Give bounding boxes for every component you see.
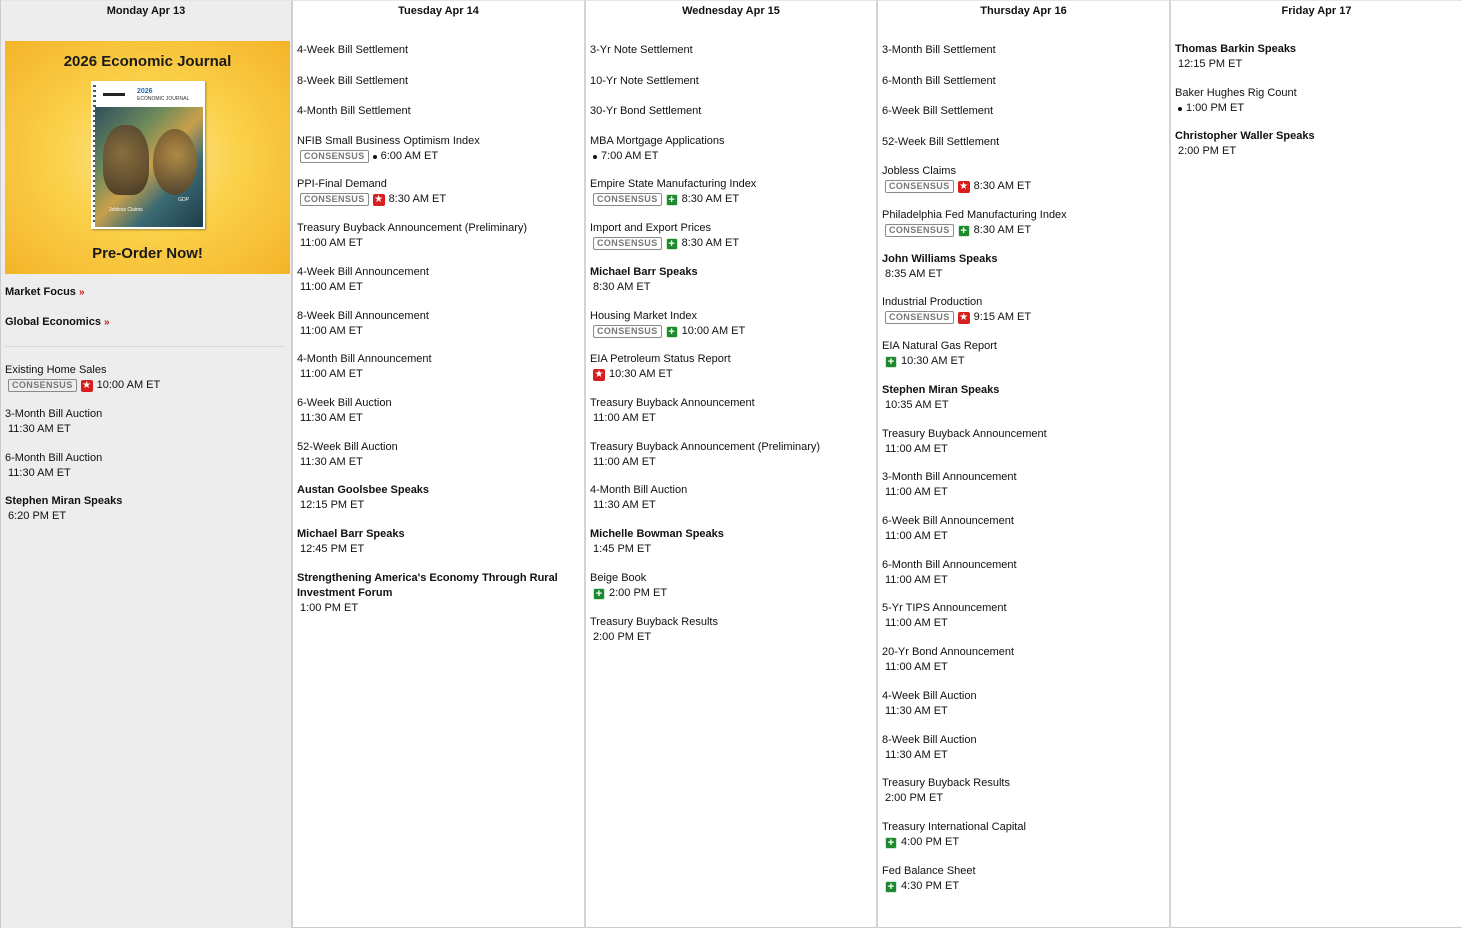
event-title[interactable]: Thomas Barkin Speaks (1175, 43, 1297, 55)
bullet-dot-icon (373, 155, 377, 159)
event-title[interactable]: Treasury Buyback Announcement (Preliminary) (297, 222, 528, 234)
event-time: 10:00 AM ET (681, 325, 746, 337)
event-meta (297, 411, 580, 426)
event-time: 11:00 AM ET (593, 412, 656, 424)
event-title[interactable]: 3-Month Bill Settlement (882, 44, 996, 56)
calendar-event[interactable] (882, 558, 1165, 588)
calendar-event[interactable] (882, 135, 1165, 150)
event-time: 2:00 PM ET (609, 587, 668, 599)
event-meta (590, 542, 872, 557)
event-title[interactable]: 3-Month Bill Announcement (882, 471, 1017, 483)
event-title[interactable]: Fed Balance Sheet (882, 865, 976, 877)
calendar-event[interactable] (882, 252, 1165, 282)
event-meta (590, 192, 872, 207)
event-time: 1:00 PM ET (1186, 102, 1245, 114)
event-time: 8:30 AM ET (593, 281, 651, 293)
calendar-event[interactable] (590, 177, 872, 207)
event-meta (590, 324, 872, 339)
red-star-icon: ★ (374, 193, 384, 205)
calendar-event[interactable] (1175, 42, 1458, 72)
event-title[interactable]: 6-Month Bill Settlement (882, 75, 996, 87)
event-time: 11:00 AM ET (885, 443, 948, 455)
red-star-icon: ★ (959, 311, 969, 323)
day-column-thursday (878, 0, 1171, 928)
event-title[interactable]: 4-Month Bill Auction (590, 484, 688, 496)
event-meta (297, 324, 580, 339)
event-time: 12:15 PM ET (300, 499, 365, 511)
event-time: 2:00 PM ET (885, 792, 944, 804)
consensus-badge[interactable]: CONSENSUS (885, 180, 954, 193)
calendar-event[interactable] (1175, 129, 1458, 159)
event-meta (590, 149, 872, 164)
calendar-event[interactable] (590, 396, 872, 426)
event-title[interactable]: Strengthening America's Economy Through Rural Investment Forum (297, 572, 558, 599)
event-meta (1175, 101, 1458, 116)
event-time: 9:15 AM ET (973, 311, 1032, 323)
green-plus-icon: + (593, 588, 605, 600)
calendar-event[interactable] (297, 440, 580, 470)
event-meta (882, 835, 1165, 850)
calendar-event[interactable] (297, 221, 580, 251)
event-title[interactable]: 52-Week Bill Settlement (882, 136, 1000, 148)
green-plus-icon: + (666, 194, 678, 206)
calendar-event[interactable] (297, 309, 580, 339)
event-meta (882, 573, 1165, 588)
event-meta (590, 498, 872, 513)
calendar-event[interactable] (882, 601, 1165, 631)
consensus-badge[interactable]: CONSENSUS (593, 237, 662, 250)
day-header: Thursday Apr 16 (980, 5, 1067, 17)
event-time: 11:00 AM ET (885, 661, 948, 673)
double-chevron-icon: » (78, 287, 85, 298)
divider (5, 346, 285, 347)
event-title[interactable]: Empire State Manufacturing Index (590, 178, 757, 190)
event-time: 8:30 AM ET (973, 180, 1032, 192)
calendar-event[interactable] (882, 689, 1165, 719)
journal-book-image (91, 81, 205, 229)
event-title[interactable]: 5-Yr TIPS Announcement (882, 602, 1007, 614)
bear-figure (153, 129, 197, 195)
event-title[interactable]: 4-Week Bill Settlement (297, 44, 409, 56)
event-title[interactable]: 6-Month Bill Auction (5, 452, 103, 464)
event-title[interactable]: 6-Week Bill Settlement (882, 105, 994, 117)
event-title[interactable]: 30-Yr Bond Settlement (590, 105, 702, 117)
event-meta (590, 586, 872, 601)
calendar-event[interactable] (882, 820, 1165, 850)
calendar-event[interactable] (882, 733, 1165, 763)
event-meta (590, 280, 872, 295)
event-title[interactable]: Austan Goolsbee Speaks (297, 484, 430, 496)
consensus-badge[interactable]: CONSENSUS (593, 193, 662, 206)
event-time: 1:00 PM ET (300, 602, 359, 614)
book-logo (103, 93, 125, 96)
event-title[interactable]: Existing Home Sales (5, 364, 107, 376)
event-meta (297, 149, 580, 164)
event-time: 11:30 AM ET (593, 499, 656, 511)
event-title[interactable]: Jobless Claims (882, 165, 956, 177)
event-meta (297, 455, 580, 470)
book-art-text: Jobless Claims (109, 207, 143, 213)
event-time: 4:30 PM ET (901, 880, 960, 892)
event-time: 11:30 AM ET (885, 705, 948, 717)
event-title[interactable]: 6-Week Bill Announcement (882, 515, 1014, 527)
event-time: 11:00 AM ET (300, 237, 363, 249)
calendar-event[interactable] (882, 645, 1165, 675)
event-title[interactable]: Housing Market Index (590, 310, 697, 322)
calendar-event[interactable] (590, 104, 872, 119)
event-title[interactable]: Christopher Waller Speaks (1175, 130, 1315, 142)
calendar-event[interactable] (5, 363, 287, 393)
event-meta (297, 192, 580, 207)
event-meta (1175, 144, 1458, 159)
event-title[interactable]: 4-Week Bill Auction (882, 690, 977, 702)
green-plus-icon: + (666, 326, 678, 338)
event-meta (297, 280, 580, 295)
event-time: 11:00 AM ET (885, 530, 948, 542)
event-meta (882, 616, 1165, 631)
red-star-icon: ★ (82, 379, 92, 391)
event-time: 11:30 AM ET (300, 412, 363, 424)
calendar-event[interactable] (1175, 86, 1458, 116)
event-meta (5, 509, 287, 524)
calendar-event[interactable] (590, 74, 872, 89)
event-meta (882, 179, 1165, 194)
event-title[interactable]: EIA Petroleum Status Report (590, 353, 731, 365)
consensus-badge[interactable]: CONSENSUS (300, 150, 369, 163)
event-time: 7:00 AM ET (601, 150, 659, 162)
event-time: 10:00 AM ET (96, 379, 161, 391)
calendar-event[interactable] (590, 440, 872, 470)
calendar-event[interactable] (882, 43, 1165, 58)
calendar-event[interactable] (882, 427, 1165, 457)
green-plus-icon: + (885, 837, 897, 849)
event-time: 11:30 AM ET (885, 749, 948, 761)
event-time: 6:00 AM ET (380, 150, 439, 162)
red-star-icon: ★ (594, 368, 604, 380)
event-meta (882, 704, 1165, 719)
event-meta (297, 236, 580, 251)
event-title[interactable]: 6-Month Bill Announcement (882, 559, 1017, 571)
event-title[interactable]: 3-Month Bill Auction (5, 408, 103, 420)
calendar-event[interactable] (297, 527, 580, 557)
bull-figure (103, 125, 149, 195)
calendar-event[interactable] (590, 134, 872, 164)
calendar-event[interactable] (297, 134, 580, 164)
event-time: 2:00 PM ET (593, 631, 652, 643)
event-title[interactable]: 20-Yr Bond Announcement (882, 646, 1015, 658)
global-economics-link[interactable] (5, 316, 110, 328)
event-title[interactable]: Treasury Buyback Announcement (882, 428, 1047, 440)
event-meta (590, 455, 872, 470)
event-time: 8:30 AM ET (388, 193, 447, 205)
event-meta (5, 466, 287, 481)
bullet-dot-icon (593, 155, 597, 159)
event-title[interactable]: Stephen Miran Speaks (5, 495, 123, 507)
event-meta (1175, 57, 1458, 72)
event-title[interactable]: 52-Week Bill Auction (297, 441, 398, 453)
event-title[interactable]: Import and Export Prices (590, 222, 712, 234)
calendar-event[interactable] (882, 383, 1165, 413)
event-title[interactable]: John Williams Speaks (882, 253, 998, 265)
event-time: 2:00 PM ET (1178, 145, 1237, 157)
event-meta (882, 267, 1165, 282)
event-meta (882, 660, 1165, 675)
event-meta (5, 422, 287, 437)
event-title[interactable]: 4-Month Bill Announcement (297, 353, 432, 365)
event-title[interactable]: Industrial Production (882, 296, 983, 308)
event-meta (882, 529, 1165, 544)
event-title[interactable]: 3-Yr Note Settlement (590, 44, 693, 56)
event-meta (590, 367, 872, 382)
calendar-event[interactable] (882, 776, 1165, 806)
event-title[interactable]: 4-Month Bill Settlement (297, 105, 411, 117)
event-title[interactable]: Stephen Miran Speaks (882, 384, 1000, 396)
event-meta (882, 442, 1165, 457)
day-column-wednesday (586, 0, 878, 928)
calendar-event[interactable] (297, 265, 580, 295)
event-time: 11:30 AM ET (8, 423, 71, 435)
event-title[interactable]: Treasury Buyback Announcement (590, 397, 755, 409)
event-time: 11:30 AM ET (300, 456, 363, 468)
event-meta (882, 485, 1165, 500)
event-title[interactable]: NFIB Small Business Optimism Index (297, 135, 480, 147)
book-subtitle: ECONOMIC JOURNAL (137, 96, 190, 102)
event-time: 12:15 PM ET (1178, 58, 1243, 70)
book-year: 2026 (137, 88, 153, 95)
event-time: 11:00 AM ET (885, 617, 948, 629)
calendar-event[interactable] (590, 265, 872, 295)
event-title[interactable]: 10-Yr Note Settlement (590, 75, 699, 87)
day-header: Friday Apr 17 (1281, 5, 1352, 17)
calendar-event[interactable] (590, 352, 872, 382)
event-meta (297, 367, 580, 382)
event-time: 10:30 AM ET (609, 368, 673, 380)
event-title[interactable]: Beige Book (590, 572, 647, 584)
promo-banner[interactable] (5, 41, 290, 274)
event-meta (5, 378, 287, 393)
event-time: 4:00 PM ET (901, 836, 960, 848)
calendar-event[interactable] (5, 451, 287, 481)
event-time: 1:45 PM ET (593, 543, 652, 555)
calendar-event[interactable] (297, 396, 580, 426)
calendar-event[interactable] (882, 74, 1165, 89)
event-meta (590, 630, 872, 645)
event-title[interactable]: Michael Barr Speaks (297, 528, 405, 540)
red-star-icon: ★ (959, 180, 969, 192)
event-title[interactable]: Treasury International Capital (882, 821, 1026, 833)
bullet-dot-icon (1178, 107, 1182, 111)
event-time: 8:35 AM ET (885, 268, 943, 280)
calendar-event[interactable] (5, 494, 287, 524)
event-meta (882, 310, 1165, 325)
green-plus-icon: + (958, 225, 970, 237)
double-chevron-icon: » (104, 317, 110, 328)
event-title[interactable]: Michael Barr Speaks (590, 266, 698, 278)
calendar-event[interactable] (590, 571, 872, 601)
day-column-tuesday (293, 0, 586, 928)
event-time: 8:30 AM ET (681, 193, 740, 205)
calendar-event[interactable] (882, 339, 1165, 369)
event-time: 6:20 PM ET (8, 510, 67, 522)
calendar-event[interactable] (297, 483, 580, 513)
calendar-event[interactable] (882, 208, 1165, 238)
consensus-badge[interactable]: CONSENSUS (8, 379, 77, 392)
event-title[interactable]: 8-Week Bill Settlement (297, 75, 409, 87)
consensus-badge[interactable]: CONSENSUS (593, 325, 662, 338)
calendar-event[interactable] (297, 571, 580, 616)
preorder-cta[interactable]: Pre-Order Now! (92, 245, 203, 262)
day-header: Tuesday Apr 14 (398, 5, 479, 17)
event-meta (297, 542, 580, 557)
consensus-badge[interactable]: CONSENSUS (300, 193, 369, 206)
event-time: 8:30 AM ET (973, 224, 1032, 236)
event-time: 11:00 AM ET (885, 574, 948, 586)
calendar-event[interactable] (882, 164, 1165, 194)
calendar-event[interactable] (882, 295, 1165, 325)
event-time: 12:45 PM ET (300, 543, 365, 555)
calendar-event[interactable] (882, 470, 1165, 500)
event-title[interactable]: Treasury Buyback Announcement (Preliminary) (590, 441, 821, 453)
event-title[interactable]: Philadelphia Fed Manufacturing Index (882, 209, 1067, 221)
day-column-friday (1171, 0, 1462, 928)
event-time: 10:35 AM ET (885, 399, 949, 411)
event-meta (882, 354, 1165, 369)
calendar-event[interactable] (5, 407, 287, 437)
calendar-event[interactable] (590, 221, 872, 251)
link-label: Market Focus (5, 286, 76, 298)
calendar-event[interactable] (297, 352, 580, 382)
event-title[interactable]: 4-Week Bill Announcement (297, 266, 429, 278)
event-meta (590, 411, 872, 426)
event-time: 10:30 AM ET (901, 355, 965, 367)
event-time: 11:30 AM ET (8, 467, 71, 479)
event-time: 11:00 AM ET (885, 486, 948, 498)
event-meta (297, 498, 580, 513)
consensus-badge[interactable]: CONSENSUS (885, 224, 954, 237)
bull-bear-artwork (95, 107, 203, 227)
event-title[interactable]: Treasury Buyback Results (590, 616, 718, 628)
calendar-event[interactable] (882, 514, 1165, 544)
book-art-text: GDP (178, 197, 189, 203)
day-header: Monday Apr 13 (106, 5, 186, 17)
event-title[interactable]: Treasury Buyback Results (882, 777, 1010, 789)
event-time: 8:30 AM ET (681, 237, 740, 249)
event-meta (882, 223, 1165, 238)
consensus-badge[interactable]: CONSENSUS (885, 311, 954, 324)
calendar-event[interactable] (297, 177, 580, 207)
calendar-event[interactable] (590, 527, 872, 557)
link-label: Global Economics (5, 316, 101, 328)
event-title[interactable]: 8-Week Bill Auction (882, 734, 977, 746)
day-column-monday (1, 0, 293, 928)
calendar-event[interactable] (882, 864, 1165, 894)
day-header: Wednesday Apr 15 (682, 5, 780, 17)
event-title[interactable]: Michelle Bowman Speaks (590, 528, 724, 540)
event-meta (882, 791, 1165, 806)
event-title[interactable]: MBA Mortgage Applications (590, 135, 725, 147)
calendar-event[interactable] (590, 483, 872, 513)
calendar-event[interactable] (590, 615, 872, 645)
event-title[interactable]: Baker Hughes Rig Count (1175, 87, 1297, 99)
calendar-event[interactable] (297, 43, 580, 58)
event-meta (297, 601, 580, 616)
calendar-event[interactable] (590, 43, 872, 58)
market-focus-link[interactable] (5, 286, 85, 298)
event-time: 11:00 AM ET (593, 456, 656, 468)
event-title[interactable]: EIA Natural Gas Report (882, 340, 997, 352)
event-time: 11:00 AM ET (300, 368, 363, 380)
event-time: 11:00 AM ET (300, 325, 363, 337)
event-title[interactable]: 6-Week Bill Auction (297, 397, 392, 409)
promo-title: 2026 Economic Journal (63, 53, 232, 70)
green-plus-icon: + (885, 881, 897, 893)
event-meta (590, 236, 872, 251)
event-time: 11:00 AM ET (300, 281, 363, 293)
calendar-event[interactable] (297, 74, 580, 89)
event-meta (882, 748, 1165, 763)
green-plus-icon: + (885, 356, 897, 368)
event-title[interactable]: PPI-Final Demand (297, 178, 387, 190)
calendar-event[interactable] (297, 104, 580, 119)
green-plus-icon: + (666, 238, 678, 250)
calendar-event[interactable] (590, 309, 872, 339)
event-title[interactable]: 8-Week Bill Announcement (297, 310, 429, 322)
event-meta (882, 879, 1165, 894)
event-meta (882, 398, 1165, 413)
calendar-event[interactable] (882, 104, 1165, 119)
